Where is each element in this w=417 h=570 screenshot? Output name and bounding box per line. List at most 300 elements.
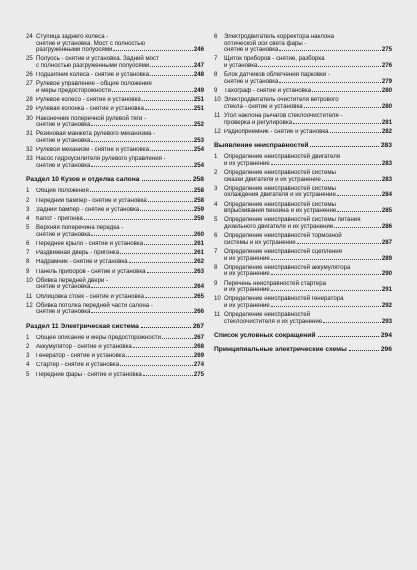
- entry-line: и их устранение: [224, 271, 270, 278]
- dot-leader: [293, 122, 381, 124]
- entry-last-line: [36, 97, 204, 104]
- toc-entry: [26, 81, 204, 94]
- entry-line: охлаждения двигателя и их устранение: [224, 192, 336, 199]
- entry-last-line: [224, 129, 392, 136]
- entry-text: [36, 303, 204, 316]
- entry-page-number: 274: [193, 361, 204, 369]
- entry-text: [224, 233, 392, 246]
- entry-last-line: [36, 294, 204, 301]
- toc-entry: [26, 278, 204, 291]
- entry-line: впрыскивания бензина и их устранение: [224, 208, 337, 215]
- entry-number: 10: [214, 295, 221, 303]
- entry-line: Определение неисправностей генератора: [224, 295, 344, 303]
- entry-last-line: [224, 120, 392, 127]
- entry-text: [224, 265, 392, 278]
- entry-number: 2: [26, 196, 30, 204]
- entry-last-line: [224, 256, 392, 263]
- entry-number: 31: [26, 130, 33, 138]
- entry-line: Щиток приборов - снятие, разборка: [224, 55, 325, 63]
- entry-page-number: 254: [193, 146, 204, 154]
- entry-text: [36, 72, 204, 79]
- entry-last-line: [224, 63, 392, 70]
- dot-leader: [279, 49, 380, 51]
- entry-last-line: [224, 303, 392, 310]
- toc-entry: [26, 344, 204, 351]
- entry-line: проверка и регулировка: [224, 119, 293, 126]
- dot-leader: [91, 140, 192, 142]
- entry-page-number: 268: [193, 343, 204, 351]
- entry-text: [224, 281, 392, 294]
- entry-text: [224, 113, 392, 126]
- entry-page-number: 275: [381, 46, 392, 54]
- toc-right-column: [214, 34, 392, 358]
- entry-last-line: [36, 207, 204, 214]
- entry-page-number: 269: [193, 352, 204, 360]
- toc-entry: [214, 265, 392, 278]
- entry-number: 30: [26, 114, 33, 122]
- section-title: Список условных сокращений: [214, 332, 316, 340]
- entry-number: 26: [26, 71, 33, 79]
- toc-entry: [214, 34, 392, 54]
- entry-line: Верхняя поперечина передка -: [36, 224, 124, 232]
- entry-text: [36, 269, 204, 276]
- entry-text: [224, 72, 392, 85]
- entry-line: Определение неисправностей системы: [224, 169, 336, 177]
- entry-line: снятие и установка: [36, 162, 91, 169]
- entry-line: Тахограф - снятие и установка: [224, 87, 312, 94]
- entry-number: 2: [26, 343, 30, 351]
- entry-last-line: [224, 161, 392, 168]
- entry-text: [36, 278, 204, 291]
- entry-number: 5: [214, 216, 218, 224]
- dot-leader: [349, 350, 379, 351]
- entry-text: [36, 335, 204, 342]
- entry-last-line: [36, 147, 204, 154]
- entry-number: 1: [26, 187, 30, 195]
- entry-line: Электродвигатель очистителя ветрового: [224, 96, 339, 104]
- entry-text: [224, 154, 392, 167]
- entry-line: с полностью разгруженными полуосями: [36, 62, 150, 69]
- entry-text: [36, 344, 204, 351]
- entry-line: Определение неисправностей двигателя: [224, 153, 341, 161]
- dot-leader: [145, 108, 193, 110]
- entry-number: 9: [214, 279, 218, 287]
- entry-last-line: [36, 216, 204, 223]
- entry-page-number: 258: [193, 187, 204, 195]
- dot-leader: [162, 337, 193, 339]
- entry-number: 3: [26, 352, 30, 360]
- entry-line: Полуось - снятие и установка. Задний мост: [36, 55, 159, 63]
- entry-last-line: [224, 224, 392, 231]
- dot-leader: [91, 311, 192, 313]
- entry-page-number: 261: [193, 249, 204, 257]
- entry-last-line: [224, 271, 392, 278]
- entry-number: 5: [26, 224, 30, 232]
- dot-leader: [91, 124, 192, 126]
- toc-entry: [26, 34, 204, 54]
- entry-line: Определение неисправностей системы питания: [224, 216, 361, 224]
- entry-last-line: [36, 284, 204, 291]
- dot-leader: [144, 243, 193, 245]
- toc-entry: [214, 281, 392, 294]
- toc-section-heading: [214, 332, 392, 339]
- entry-number: 27: [26, 80, 33, 88]
- entry-line: снятие и установка: [36, 284, 91, 291]
- section-title: Выявление неисправностей: [214, 142, 309, 150]
- entry-last-line: [224, 192, 392, 199]
- entry-page-number: 258: [193, 196, 204, 204]
- entry-text: [224, 129, 392, 136]
- entry-page-number: 266: [193, 308, 204, 316]
- entry-last-line: [36, 344, 204, 351]
- entry-number: 3: [214, 184, 218, 192]
- entry-number: 12: [214, 127, 221, 135]
- entry-page-number: 252: [193, 121, 204, 129]
- entry-number: 7: [214, 247, 218, 255]
- entry-number: 29: [26, 105, 33, 113]
- entry-line: Определение неисправностей тормозной: [224, 232, 342, 240]
- entry-line: Рулевая колонка - снятие и установка: [36, 106, 144, 113]
- toc-entry: [26, 353, 204, 360]
- entry-last-line: [36, 163, 204, 170]
- entry-text: [224, 249, 392, 262]
- entry-number: 33: [26, 155, 33, 163]
- entry-text: [36, 294, 204, 301]
- entry-line: и их устранение: [224, 302, 270, 309]
- entry-text: [36, 116, 204, 129]
- dot-leader: [129, 261, 193, 263]
- dot-leader: [91, 234, 192, 236]
- toc-entry: [214, 249, 392, 262]
- entry-page-number: 261: [193, 239, 204, 247]
- entry-last-line: [224, 319, 392, 326]
- entry-line: Электродвигатель корректора наклона: [224, 33, 335, 40]
- dot-leader: [271, 289, 381, 291]
- entry-number: 7: [214, 55, 218, 63]
- entry-page-number: 248: [193, 71, 204, 79]
- toc-entry: [26, 56, 204, 69]
- entry-number: 11: [214, 311, 221, 319]
- section-title: Раздел 11 Электрическая система: [26, 322, 139, 330]
- entry-number: 6: [214, 232, 218, 240]
- dot-leader: [334, 226, 381, 228]
- section-title: Принципиальные электрические схемы: [214, 346, 347, 354]
- entry-page-number: 283: [381, 175, 392, 183]
- entry-line: и установка: [224, 62, 258, 69]
- entry-text: [36, 34, 204, 54]
- entry-number: 6: [214, 33, 218, 40]
- entry-number: 10: [26, 276, 33, 284]
- entry-number: 8: [214, 263, 218, 271]
- dot-leader: [133, 346, 193, 348]
- entry-text: [36, 216, 204, 223]
- entry-page-number: 292: [381, 301, 392, 309]
- entry-last-line: [224, 177, 392, 184]
- entry-line: Стартер - снятие и установка: [36, 362, 120, 369]
- entry-line: Насос гидроусилителя рулевого управления -: [36, 155, 166, 163]
- entry-text: [36, 241, 204, 248]
- dot-leader: [337, 210, 381, 212]
- dot-leader: [150, 149, 193, 151]
- entry-number: 4: [26, 361, 30, 369]
- dot-leader: [304, 106, 381, 108]
- dot-leader: [145, 296, 193, 298]
- entry-last-line: [36, 138, 204, 145]
- toc-section-heading: [26, 176, 204, 183]
- dot-leader: [91, 165, 192, 167]
- entry-line: Панель приборов - снятие и установка: [36, 268, 146, 275]
- toc-entry: [26, 207, 204, 214]
- entry-text: [36, 147, 204, 154]
- toc-entry: [26, 269, 204, 276]
- entry-line: Рулевое колесо - снятие и установка: [36, 97, 141, 104]
- toc-entry: [26, 188, 204, 195]
- entry-page-number: 275: [193, 370, 204, 378]
- entry-line: снятие и установка: [36, 231, 91, 238]
- entry-page-number: 284: [381, 191, 392, 199]
- entry-last-line: [36, 63, 204, 70]
- entry-page-number: 281: [381, 118, 392, 126]
- toc-entry: [26, 294, 204, 301]
- entry-last-line: [36, 250, 204, 257]
- toc-entry: [26, 156, 204, 169]
- entry-line: смазки двигателя и их устранение: [224, 176, 321, 183]
- entry-text: [36, 250, 204, 257]
- entry-text: [224, 170, 392, 183]
- entry-page-number: 259: [193, 215, 204, 222]
- entry-number: 28: [26, 96, 33, 104]
- entry-last-line: [36, 106, 204, 113]
- entry-line: Определение неисправностей сцепления: [224, 247, 342, 255]
- entry-line: и их устранение: [224, 255, 270, 262]
- entry-number: 1: [214, 153, 218, 161]
- entry-line: Определение неисправностей: [224, 311, 311, 319]
- toc-entry: [214, 186, 392, 199]
- entry-last-line: [36, 88, 204, 95]
- entry-page-number: 290: [381, 270, 392, 278]
- toc-entry: [26, 131, 204, 144]
- entry-page-number: 247: [193, 61, 204, 69]
- entry-text: [224, 217, 392, 230]
- entry-last-line: [36, 335, 204, 342]
- entry-number: 2: [214, 169, 218, 177]
- dot-leader: [141, 327, 191, 328]
- entry-line: Передний бампер - снятие и установка: [36, 197, 147, 204]
- toc-entry: [26, 147, 204, 154]
- dot-leader: [318, 336, 379, 337]
- entry-page-number: 279: [381, 77, 392, 85]
- dot-leader: [271, 273, 381, 275]
- dot-leader: [323, 321, 381, 323]
- entry-text: [224, 88, 392, 95]
- entry-number: 11: [214, 111, 221, 119]
- entry-line: снятие и установка: [36, 137, 91, 144]
- toc-left-column: [26, 34, 204, 381]
- entry-last-line: [36, 122, 204, 129]
- entry-page-number: 259: [193, 205, 204, 213]
- toc-entry: [214, 72, 392, 85]
- entry-last-line: [224, 104, 392, 111]
- toc-entry: [26, 97, 204, 104]
- dot-leader: [142, 99, 193, 101]
- entry-last-line: [224, 208, 392, 215]
- entry-last-line: [224, 88, 392, 95]
- entry-line: Переднее крыло - снятие и установка: [36, 240, 144, 247]
- entry-line: Наконечник поперечной рулевой тяги -: [36, 114, 147, 122]
- entry-page-number: 293: [381, 317, 392, 325]
- dot-leader: [322, 179, 381, 181]
- toc-entry: [214, 113, 392, 126]
- entry-number: 3: [26, 205, 30, 213]
- dot-leader: [258, 65, 380, 67]
- entry-line: Рулевой механизм - снятие и установка: [36, 147, 149, 154]
- dot-leader: [271, 258, 381, 260]
- toc-entry: [26, 303, 204, 316]
- section-title: Раздел 10 Кузов и отделка салона: [26, 176, 140, 184]
- entry-page-number: 254: [193, 161, 204, 169]
- entry-text: [224, 186, 392, 199]
- entry-number: 5: [26, 370, 30, 378]
- entry-line: Аккумулятор - снятие и установка: [36, 344, 132, 351]
- dot-leader: [140, 209, 193, 211]
- entry-line: снятие и установка: [224, 78, 279, 85]
- dot-leader: [312, 90, 381, 92]
- entry-line: разгруженными полуосями: [36, 47, 113, 54]
- toc-entry: [26, 116, 204, 129]
- section-page-number: 294: [380, 332, 392, 340]
- entry-text: [224, 296, 392, 309]
- entry-number: 8: [26, 258, 30, 266]
- toc-section-heading: [26, 323, 204, 330]
- toc-entry: [214, 170, 392, 183]
- entry-text: [36, 97, 204, 104]
- dot-leader: [142, 180, 191, 181]
- dot-leader: [84, 218, 193, 220]
- entry-line: Раздвижная дверь - пригонка: [36, 250, 120, 257]
- dot-leader: [310, 146, 378, 147]
- entry-page-number: 263: [193, 267, 204, 275]
- entry-page-number: 291: [381, 286, 392, 294]
- entry-text: [224, 56, 392, 69]
- entry-line: Блок датчиков облегчения парковки -: [224, 71, 330, 79]
- entry-number: 9: [214, 86, 218, 94]
- entry-line: стекла - снятие и установка: [224, 103, 303, 110]
- entry-page-number: 262: [193, 258, 204, 266]
- entry-text: [36, 156, 204, 169]
- dot-leader: [148, 200, 193, 202]
- entry-last-line: [224, 287, 392, 294]
- entry-number: 25: [26, 55, 33, 63]
- toc-entry: [26, 198, 204, 205]
- entry-line: Капот - пригонка: [36, 216, 83, 222]
- entry-page-number: 276: [381, 61, 392, 69]
- entry-page-number: 265: [193, 292, 204, 300]
- entry-line: Надрамник - снятие и установка: [36, 259, 128, 266]
- entry-line: системы и их устранение: [224, 239, 296, 246]
- entry-page-number: 283: [381, 159, 392, 167]
- toc-entry: [214, 217, 392, 230]
- toc-section-heading: [214, 346, 392, 353]
- entry-line: Резиновая манжета рулевого механизма -: [36, 130, 156, 138]
- entry-page-number: 246: [193, 46, 204, 54]
- entry-page-number: 264: [193, 283, 204, 291]
- dot-leader: [297, 242, 381, 244]
- dot-leader: [91, 286, 192, 288]
- toc-entry: [26, 259, 204, 266]
- entry-page-number: 251: [193, 105, 204, 113]
- toc-entry: [214, 312, 392, 325]
- entry-number: 10: [214, 96, 221, 104]
- toc-section-heading: [214, 142, 392, 149]
- toc-entry: [26, 72, 204, 79]
- toc-entry: [26, 225, 204, 238]
- entry-last-line: [224, 79, 392, 86]
- entry-line: снятие и установка: [224, 47, 279, 54]
- entry-last-line: [36, 269, 204, 276]
- entry-last-line: [36, 47, 204, 54]
- entry-page-number: 249: [193, 86, 204, 94]
- entry-page-number: 251: [193, 96, 204, 104]
- entry-page-number: 280: [381, 86, 392, 94]
- toc-entry: [214, 97, 392, 110]
- entry-line: Генератор - снятие и установка: [36, 353, 125, 360]
- entry-text: [36, 131, 204, 144]
- section-page-number: 267: [192, 322, 204, 330]
- entry-number: 11: [26, 292, 33, 300]
- entry-page-number: 260: [193, 230, 204, 238]
- section-page-number: 296: [380, 346, 392, 354]
- entry-number: 8: [214, 71, 218, 79]
- entry-page-number: 285: [381, 207, 392, 215]
- toc-entry: [214, 296, 392, 309]
- entry-line: Облицовка стоек - снятие и установка: [36, 293, 144, 300]
- dot-leader: [120, 252, 193, 254]
- entry-text: [36, 259, 204, 266]
- entry-line: снятие и установка: [36, 122, 91, 129]
- dot-leader: [90, 190, 193, 192]
- entry-last-line: [36, 362, 204, 369]
- dot-leader: [279, 81, 380, 83]
- entry-last-line: [36, 72, 204, 79]
- toc-entry: [26, 241, 204, 248]
- dot-leader: [120, 364, 193, 366]
- dot-leader: [112, 90, 193, 92]
- entry-line: Определение неисправностей системы: [224, 200, 336, 208]
- entry-line: Обивка потолка передней части салона -: [36, 301, 153, 309]
- entry-text: [224, 34, 392, 54]
- entry-number: 6: [26, 239, 30, 247]
- toc-entry: [26, 106, 204, 113]
- entry-number: 9: [26, 267, 30, 275]
- section-page-number: 258: [192, 176, 204, 184]
- toc-entry: [26, 335, 204, 342]
- dot-leader: [150, 65, 193, 67]
- entry-last-line: [36, 241, 204, 248]
- entry-number: 32: [26, 146, 33, 154]
- entry-line: Задний бампер - снятие и установка: [36, 206, 140, 213]
- entry-number: 24: [26, 33, 33, 40]
- toc-entry: [26, 216, 204, 223]
- entry-line: Общие положения: [36, 188, 89, 195]
- entry-text: [36, 225, 204, 238]
- entry-page-number: 289: [381, 254, 392, 262]
- dot-leader: [271, 163, 381, 165]
- entry-line: дизельного двигателя и их устранение: [224, 224, 334, 230]
- toc-entry: [214, 129, 392, 136]
- entry-page-number: 280: [381, 102, 392, 110]
- entry-text: [36, 198, 204, 205]
- toc-entry: [26, 250, 204, 257]
